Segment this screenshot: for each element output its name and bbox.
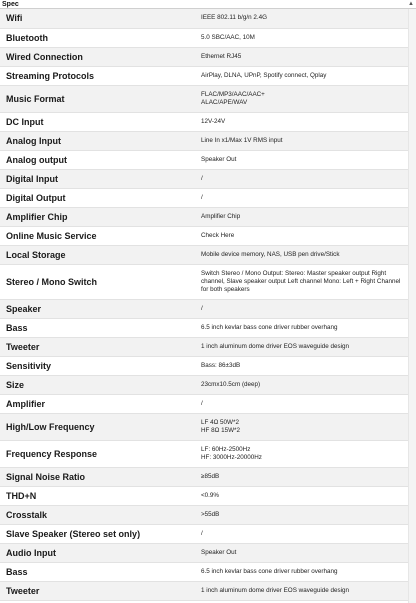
spec-row (0, 486, 408, 505)
spec-value-line: / (201, 174, 203, 182)
spec-value-line: 1 inch aluminum dome driver EOS waveguide design (201, 342, 350, 350)
spec-value-line: AirPlay, DLNA, UPnP, Spotify connect, Qplay (201, 71, 327, 79)
spec-row (0, 264, 408, 299)
spec-value-line: Bass: 86±3dB (201, 361, 241, 369)
spec-value-line: <0.9% (201, 491, 220, 499)
spec-label: Digital Output (0, 188, 196, 207)
spec-value-line: Check Here (201, 231, 235, 239)
spec-label: Analog output (0, 150, 196, 169)
spec-value (196, 467, 408, 486)
spec-label: Size (0, 375, 196, 394)
spec-row (0, 337, 408, 356)
spec-label: Digital Input (0, 169, 196, 188)
spec-value (196, 524, 408, 543)
spec-table (0, 9, 408, 601)
spec-row (0, 207, 408, 226)
spec-value (196, 394, 408, 413)
spec-label: Amplifier Chip (0, 207, 196, 226)
spec-row (0, 245, 408, 264)
spec-label: Audio Input (0, 543, 196, 562)
spec-label: THD+N (0, 486, 196, 505)
spec-value (196, 28, 408, 47)
spec-value-line: / (201, 529, 203, 537)
spec-row (0, 299, 408, 318)
spec-value-line: 6.5 inch kevlar bass cone driver rubber overhang (201, 323, 338, 331)
spec-row (0, 467, 408, 486)
spec-value-line: 6.5 inch kevlar bass cone driver rubber overhang (201, 567, 338, 575)
spec-value-line: LF 4Ω 50W*2 (201, 418, 239, 426)
spec-value (196, 264, 408, 299)
spec-value (196, 299, 408, 318)
spec-label: Frequency Response (0, 440, 196, 467)
spec-row (0, 318, 408, 337)
spec-label: Tweeter (0, 581, 196, 600)
spec-value (196, 188, 408, 207)
spec-value-line: Ethernet RJ45 (201, 52, 242, 60)
spec-value (196, 375, 408, 394)
spec-value-line: Speaker Out (201, 548, 237, 556)
spec-value (196, 169, 408, 188)
spec-value-line: ALAC/APE/WAV (201, 98, 248, 106)
spec-value (196, 131, 408, 150)
spec-value-line: Line In x1/Max 1V RMS input (201, 136, 283, 144)
spec-label: Speaker (0, 299, 196, 318)
spec-label: Analog Input (0, 131, 196, 150)
spec-row (0, 562, 408, 581)
spec-row (0, 131, 408, 150)
spec-row (0, 47, 408, 66)
spec-value-line: 23cmx10.5cm (deep) (201, 380, 261, 388)
spec-row (0, 28, 408, 47)
panel-header (0, 0, 416, 9)
spec-value-line: 1 inch aluminum dome driver EOS waveguide design (201, 586, 350, 594)
spec-value (196, 581, 408, 600)
spec-value (196, 47, 408, 66)
spec-value (196, 245, 408, 264)
scrollbar[interactable] (408, 9, 416, 603)
spec-row (0, 375, 408, 394)
spec-value (196, 505, 408, 524)
spec-value-line: 5.0 SBC/AAC, 10M (201, 33, 255, 41)
spec-label: Bass (0, 562, 196, 581)
spec-value (196, 226, 408, 245)
spec-value (196, 85, 408, 112)
spec-label: Stereo / Mono Switch (0, 264, 196, 299)
spec-value-line: HF 8Ω 15W*2 (201, 426, 241, 434)
spec-row (0, 169, 408, 188)
spec-value-line: >55dB (201, 510, 220, 518)
scroll-up-arrow-icon[interactable]: ▲ (408, 0, 414, 7)
spec-value (196, 562, 408, 581)
spec-label: Amplifier (0, 394, 196, 413)
spec-value-line: IEEE 802.11 b/g/n 2.4G (201, 14, 268, 22)
spec-value (196, 440, 408, 467)
spec-value-line: / (201, 399, 203, 407)
spec-label: Streaming Protocols (0, 66, 196, 85)
spec-value (196, 9, 408, 28)
spec-value-line: Speaker Out (201, 155, 237, 163)
spec-value-line: Amplifier Chip (201, 212, 241, 220)
spec-value-line: / (201, 304, 203, 312)
spec-table-body (0, 9, 408, 600)
spec-row (0, 413, 408, 440)
spec-label: Slave Speaker (Stereo set only) (0, 524, 196, 543)
spec-value (196, 207, 408, 226)
spec-row (0, 9, 408, 28)
spec-label: Crosstalk (0, 505, 196, 524)
spec-value-line: FLAC/MP3/AAC/AAC+ (201, 90, 265, 98)
spec-value (196, 543, 408, 562)
spec-value (196, 337, 408, 356)
spec-row (0, 505, 408, 524)
spec-label: DC Input (0, 112, 196, 131)
spec-row (0, 543, 408, 562)
spec-row (0, 524, 408, 543)
spec-row (0, 85, 408, 112)
spec-label: Signal Noise Ratio (0, 467, 196, 486)
spec-row (0, 112, 408, 131)
spec-label: Wifi (0, 9, 196, 28)
spec-label: Bass (0, 318, 196, 337)
spec-value-line: ≥85dB (201, 472, 220, 480)
spec-label: Sensitivity (0, 356, 196, 375)
spec-value-line: Mobile device memory, NAS, USB pen drive/Stick (201, 250, 340, 258)
spec-value (196, 413, 408, 440)
spec-row (0, 394, 408, 413)
spec-row (0, 226, 408, 245)
spec-label: Tweeter (0, 337, 196, 356)
spec-row (0, 356, 408, 375)
spec-row (0, 581, 408, 600)
spec-value (196, 318, 408, 337)
spec-row (0, 66, 408, 85)
spec-label: Online Music Service (0, 226, 196, 245)
spec-row (0, 440, 408, 467)
spec-value (196, 486, 408, 505)
spec-value-line: HF: 3000Hz-20000Hz (201, 453, 262, 461)
spec-label: Bluetooth (0, 28, 196, 47)
spec-value (196, 356, 408, 375)
spec-label: High/Low Frequency (0, 413, 196, 440)
spec-value-line: LF: 60Hz-2500Hz (201, 445, 251, 453)
spec-value-line: 12V-24V (201, 117, 226, 125)
spec-value (196, 66, 408, 85)
spec-value (196, 112, 408, 131)
spec-value (196, 150, 408, 169)
spec-value-line: / (201, 193, 203, 201)
spec-label: Wired Connection (0, 47, 196, 66)
spec-label: Music Format (0, 85, 196, 112)
panel-title: Spec (2, 0, 19, 8)
spec-row (0, 150, 408, 169)
spec-label: Local Storage (0, 245, 196, 264)
spec-value-line: Switch Stereo / Mono Output: Stereo: Master speaker output Right channel, Slave speaker output Left channel Mono: Left + Right Channel for both speakers (201, 269, 401, 293)
spec-row (0, 188, 408, 207)
